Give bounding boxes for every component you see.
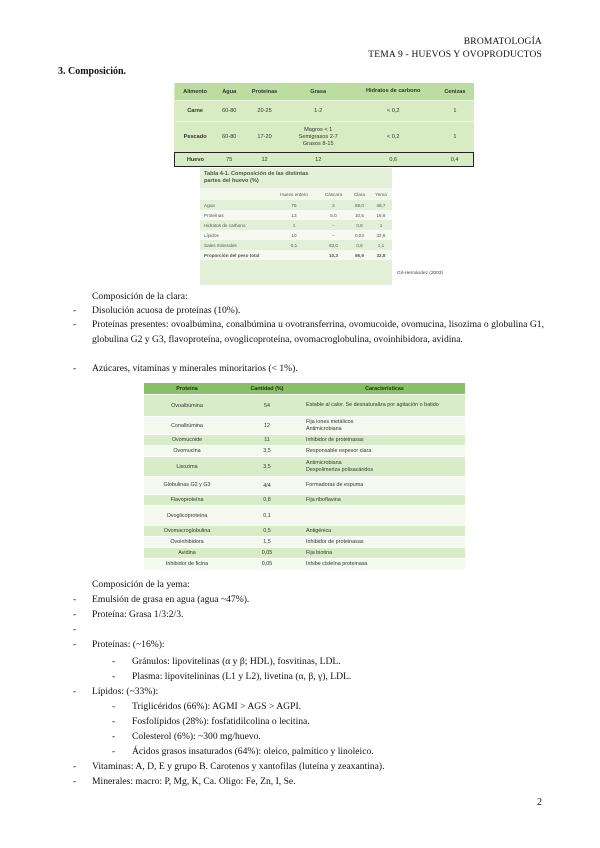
table-cell: 75: [216, 153, 243, 167]
table-cell: 12: [230, 417, 304, 435]
table-cell: Inhibidor de proteinasas: [304, 537, 465, 548]
table-cell: 0,8: [356, 222, 363, 228]
col-header: Proteína: [144, 383, 230, 395]
bullet-dash: -: [73, 624, 77, 635]
bullet-dash: -: [73, 639, 77, 650]
table-cell: [304, 506, 465, 526]
page-number: 2: [537, 797, 542, 808]
table-cell: Sales minerales: [204, 242, 237, 248]
table-row: [175, 101, 474, 122]
bullet-dash: -: [112, 731, 116, 742]
table-cell: 1: [292, 222, 296, 228]
table-row: [144, 506, 465, 526]
yema-heading: Composición de la yema:: [92, 579, 190, 590]
table-cell: 13: [270, 210, 318, 220]
table-cell: Fija iones metálicos Antimicrobiana: [304, 417, 465, 435]
table-cell: Formadoras de espuma: [304, 477, 465, 495]
bullet-dash: -: [73, 305, 77, 316]
list-item-text: Plasma: lipovitelininas (L1 y L2), livetina (α, β, γ), LDL.: [132, 671, 352, 682]
bullet-dash: -: [112, 671, 116, 682]
list-item-text: Fosfolípidos (28%): fosfatidilcolina o lecitina.: [132, 716, 310, 727]
col-header: Cenizas: [436, 83, 473, 101]
table-cell: Inhibidor de ficina: [144, 559, 230, 570]
table-header-row: [144, 383, 465, 395]
table-cell: 32,8: [370, 250, 392, 260]
bullet-dash: -: [73, 686, 77, 697]
bullet-dash: -: [73, 594, 77, 605]
table-cell: 54: [230, 395, 304, 417]
list-item-text: Triglicéridos (66%): AGMI > AGS > AGPI.: [132, 701, 302, 712]
table-cell: 10,3: [318, 250, 349, 260]
table-cell: 20-25: [243, 101, 287, 122]
table-cell: 48,7: [376, 202, 386, 208]
table-cell: Fija biotina: [304, 548, 465, 559]
table-cell: 2: [332, 202, 335, 208]
table-row: [200, 250, 392, 260]
table-row: [144, 435, 465, 446]
table-cell: 0,6: [350, 153, 436, 167]
table-cell: 5,0: [318, 210, 349, 220]
sub-list-item: [112, 670, 351, 685]
list-item-text: Emulsión de grasa en agua (agua ~47%).: [92, 594, 250, 605]
table-cell: 10,5: [349, 210, 370, 220]
table-cell: Magros < 1 Semigrasos 2-7 Grasos 8-15: [286, 122, 350, 153]
table-cell: Lípidos: [200, 230, 270, 240]
list-item: [58, 304, 544, 319]
list-item: [58, 318, 544, 347]
table-cell: < 0,2: [350, 122, 436, 153]
list-item: [58, 685, 544, 700]
list-item-text: Proteína: Grasa 1/3:2/3.: [92, 609, 184, 620]
sub-list-item: [112, 715, 310, 730]
table-row: [144, 548, 465, 559]
col-header: Clara: [349, 188, 370, 200]
col-header: Hidratos de carbono: [350, 83, 436, 101]
white-proteins-table: [144, 383, 465, 570]
sub-list-item: [112, 700, 301, 715]
col-header: Huevo entero: [270, 188, 318, 200]
food-composition-table: [174, 83, 474, 167]
list-item: [58, 760, 544, 775]
bullet-dash: -: [73, 609, 77, 620]
table-cell: Ovoglicoproteína: [144, 506, 230, 526]
col-header: Yema: [370, 188, 392, 200]
table-source: Gil-Hernández (2003): [397, 271, 444, 276]
table-cell: 10: [270, 230, 318, 240]
table-row: [200, 210, 392, 220]
table-cell: Ovoalbúmina: [144, 395, 230, 417]
table-cell: 0,5: [230, 526, 304, 537]
list-item: [58, 593, 544, 608]
table-row: [144, 526, 465, 537]
col-header: Agua: [216, 83, 243, 101]
table-cell: Ovoinhibidora: [144, 537, 230, 548]
list-item-text: Disolución acuosa de proteínas (10%).: [92, 305, 241, 316]
bullet-dash: -: [112, 716, 116, 727]
table-cell: 56,9: [349, 250, 370, 260]
table-cell: 17-20: [243, 122, 287, 153]
list-item: [58, 362, 544, 377]
col-header: Grasa: [286, 83, 350, 101]
sub-list-item: [112, 730, 261, 745]
table-cell: Inhibe cisteína proteinasa: [304, 559, 465, 570]
course-title: BROMATOLOGÍA: [463, 37, 542, 47]
table-cell: Globulinas G2 y G3: [144, 477, 230, 495]
list-item-text: Vitaminas: A, D, E y grupo B. Carotenos y xantofilas (luteína y zeaxantina).: [92, 761, 385, 772]
table-header-row: [175, 83, 474, 101]
col-header: Alimento: [175, 83, 216, 101]
list-item-text: Proteínas presentes: ovoalbúmina, conalbúmina u ovotransferrina, ovomucoide, ovomucina, lisozima o globulina G1, globulina G2 y G3, flavoproteína, ovoglicoproteína, ovomacroglobulina, ovoinhibidora, avidina.: [92, 319, 544, 345]
list-item-text: Minerales: macro: P, Mg, K, Ca. Oligo: Fe, Zn, I, Se.: [92, 776, 296, 787]
table-cell: Fija riboflavina: [304, 495, 465, 506]
table-cell: < 0,2: [350, 101, 436, 122]
table-cell: 1: [436, 122, 473, 153]
egg-parts-table-title: Tabla 4-1. Composición de las distintas partes del huevo (%): [204, 171, 309, 184]
table-cell: 0,1: [290, 242, 298, 248]
table-cell: Proporción del peso total: [200, 250, 270, 260]
sub-list-item: [112, 745, 374, 760]
table-cell: Flavoproteína: [144, 495, 230, 506]
list-item-text: Colesterol (6%): ~300 mg/huevo.: [132, 731, 261, 742]
table-cell: 3,5: [230, 446, 304, 457]
table-row: [144, 446, 465, 457]
table-row: [144, 457, 465, 477]
table-cell: Pescado: [175, 122, 216, 153]
table-row: [144, 537, 465, 548]
col-header: Características: [304, 383, 465, 395]
table-row: [175, 122, 474, 153]
table-cell: 16,6: [370, 210, 392, 220]
table-row: [200, 200, 392, 210]
table-cell: Proteínas: [200, 210, 270, 220]
table-cell: 88,0: [354, 202, 364, 208]
table-cell: 1,5: [230, 537, 304, 548]
table-cell: 1: [436, 101, 473, 122]
col-header: Proteínas: [243, 83, 287, 101]
table-cell: 75: [291, 202, 297, 208]
table-cell: 1-2: [286, 101, 350, 122]
table-cell: Agua: [204, 202, 215, 208]
table-cell: Ovomacroglobulina: [144, 526, 230, 537]
table-cell: 60-80: [216, 101, 243, 122]
bullet-dash: -: [112, 746, 116, 757]
table-cell: 3,5: [230, 457, 304, 477]
table-cell: –: [332, 222, 335, 228]
table-cell: 1,1: [377, 242, 385, 248]
list-item-text: Azúcares, vitaminas y minerales minoritarios (< 1%).: [92, 363, 298, 374]
table-cell: Carne: [175, 101, 216, 122]
table-row: [200, 230, 392, 240]
table-cell: [270, 250, 318, 260]
table-header-row: [200, 188, 392, 200]
table-cell: Hidratos de carbono: [204, 222, 246, 228]
highlighted-row: [175, 153, 474, 167]
table-row: [144, 477, 465, 495]
table-row: [144, 559, 465, 570]
table-cell: 32,6: [370, 230, 392, 240]
table-row: [144, 417, 465, 435]
table-row: [144, 395, 465, 417]
table-row: [200, 240, 392, 250]
col-header: [200, 188, 270, 200]
table-cell: Conalbúmina: [144, 417, 230, 435]
topic-title: TEMA 9 - HUEVOS Y OVOPRODUCTOS: [368, 50, 542, 60]
list-item-text: Proteínas: (~16%):: [92, 639, 165, 650]
page-header: [368, 36, 542, 62]
table-cell: 0,05: [230, 548, 304, 559]
table-cell: 12: [243, 153, 287, 167]
table-cell: 0,1: [230, 506, 304, 526]
table-cell: Responsable espesor clara: [304, 446, 465, 457]
bullet-dash: -: [73, 363, 77, 374]
table-cell: 4/4: [230, 477, 304, 495]
section-title: 3. Composición.: [58, 66, 127, 77]
table-cell: Lisozima: [144, 457, 230, 477]
table-cell: 0,03: [349, 230, 370, 240]
table-cell: Antimicrobiana Despolimeriza polisacáridos: [304, 457, 465, 477]
table-cell: Inhibidor de proteinasas: [304, 435, 465, 446]
bullet-dash: -: [73, 761, 77, 772]
clara-heading: Composición de la clara:: [92, 291, 188, 302]
bullet-dash: -: [112, 656, 116, 667]
table-cell: Ovomucoide: [144, 435, 230, 446]
table-cell: 0,4: [436, 153, 473, 167]
sub-list-item: [112, 655, 341, 670]
table-cell: Ovomucina: [144, 446, 230, 457]
bullet-dash: -: [73, 319, 77, 330]
bullet-dash: -: [112, 701, 116, 712]
table-cell: 60-80: [216, 122, 243, 153]
table-cell: 12: [286, 153, 350, 167]
list-item: [58, 638, 544, 653]
table-cell: Estable al calor. Se desnaturaliza por agitación o batido: [304, 395, 465, 417]
col-header: Cáscara: [318, 188, 349, 200]
table-cell: Antigénica: [304, 526, 465, 537]
table-row: [144, 495, 465, 506]
table-cell: 0,8: [230, 495, 304, 506]
table-row: [200, 220, 392, 230]
table-cell: 1: [379, 222, 383, 228]
egg-parts-table: [200, 188, 392, 260]
table-cell: –: [318, 230, 349, 240]
table-cell: 0,6: [356, 242, 363, 248]
table-cell: 0,05: [230, 559, 304, 570]
list-item: [58, 608, 544, 623]
bullet-dash: -: [73, 776, 77, 787]
table-cell: 93,0: [328, 242, 338, 248]
table-cell: Huevo: [175, 153, 216, 167]
col-header: Cantidad (%): [230, 383, 304, 395]
list-item-text: Gránulos: lipovitelinas (α y β; HDL), fosvitinas, LDL.: [132, 656, 341, 667]
list-item-text: Ácidos grasos insaturados (64%): oleico, palmítico y linoleico.: [132, 746, 374, 757]
table-cell: 11: [230, 435, 304, 446]
table-cell: Avidina: [144, 548, 230, 559]
list-item: [58, 775, 544, 790]
list-item-text: Lípidos: (~33%):: [92, 686, 159, 697]
